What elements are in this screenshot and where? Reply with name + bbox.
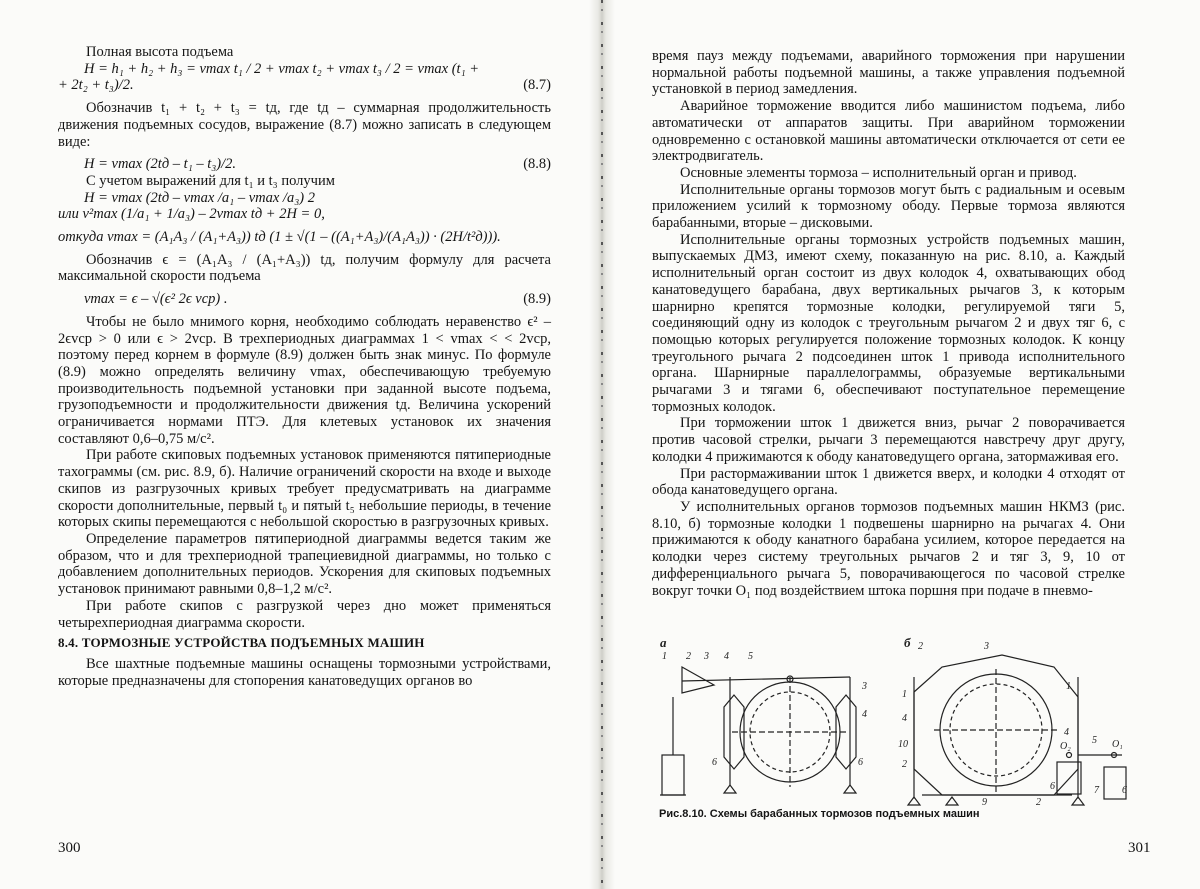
formula-h: H = vmax (2tд – vmax /a₁ – vmax /a₃) 2 bbox=[84, 190, 551, 207]
part-number: 2 bbox=[686, 651, 691, 662]
figure-label-b: б bbox=[904, 637, 911, 650]
formula-text: + 2t₂ + t₃)/2. bbox=[58, 77, 134, 93]
part-number: 2 bbox=[918, 641, 923, 652]
left-page bbox=[58, 44, 551, 689]
paragraph: У исполнительных органов тормозов подъемных машин НКМЗ (рис. 8.10, б) тормозные колодки 1 подвешены шарнирно на рычагах 4. Они прижимаются к ободу канатного барабана усилием, которое передается на колодки через систему треугольных рычагов 2 и тяг 3, 9, 10 от дифференциального рычага 5, поворачивающегося по часовой стрелке вокруг точки O₁ под воздействием штока поршня при подаче в пневмо- bbox=[652, 499, 1125, 599]
part-number: 4 bbox=[1064, 727, 1069, 738]
equation-number: (8.9) bbox=[523, 291, 551, 308]
page-number-right: 301 bbox=[1128, 840, 1151, 857]
part-number: 5 bbox=[748, 651, 753, 662]
paragraph: При торможении шток 1 движется вниз, рычаг 2 поворачивается против часовой стрелки, рычаги 3 перемещаются навстречу друг другу, колодки 4 прижимаются к ободу канатоведущего органа, затормаживая его. bbox=[652, 415, 1125, 465]
paragraph: Полная высота подъема bbox=[58, 44, 551, 61]
paragraph: Определение параметров пятипериодной диаграммы ведется таким же образом, что и для трехпериодной трапециевидной диаграммы, но только с добавлением дополнительных периодов. Ускорения для скиповых подъемных установок принимают равными 0,8–1,2 м/с². bbox=[58, 531, 551, 598]
part-number: 7 bbox=[1094, 785, 1100, 796]
page-number-left: 300 bbox=[58, 840, 81, 857]
formula-8-9 bbox=[84, 291, 551, 308]
paragraph: При работе скиповых подъемных установок применяются пятипериодные тахограммы (см. рис. 8.9, б). Наличие ограничений скорости на входе и выходе скипов из разгрузочных кривых требует предусматривать на диаграмме скорости дополнительные, первый t₀ и пятый t₅ небольшие периоды, в течение которых скипы перемещаются с небольшой скоростью в разгрузочных кривых. bbox=[58, 447, 551, 531]
formula-8-8 bbox=[84, 156, 551, 173]
brake-schemes-figure bbox=[652, 637, 1130, 807]
paragraph: Все шахтные подъемные машины оснащены тормозными устройствами, которые предназначены для стопорения канатоведущих органов во bbox=[58, 656, 551, 689]
paragraph: Чтобы не было мнимого корня, необходимо соблюдать неравенство ϵ² – 2ϵvср > 0 или ϵ > 2vср. В трехпериодных диаграммах 1 < vmax < < 2vср, поэтому перед корнем в формуле (8.9) должен быть знак минус. По формуле (8.9) можно определять величину vmax, обеспечивающую требуемую производительность подъемной установки при заданной высоте подъема, грузоподъемности и продолжительности движения tд. Величина ускорений ограничивается нормами ПТЭ. Для клетевых установок их значения составляют 0,6–0,75 м/с². bbox=[58, 314, 551, 448]
part-number: 3 bbox=[861, 681, 867, 692]
part-number: 4 bbox=[902, 713, 907, 724]
formula-8-7-line2 bbox=[58, 77, 551, 94]
part-number: 6 bbox=[1050, 781, 1055, 792]
formula-text: vmax = ϵ – √(ϵ² 2ϵ vср) . bbox=[84, 291, 228, 307]
paragraph: С учетом выражений для t₁ и t₃ получим bbox=[58, 173, 551, 190]
part-number: 4 bbox=[862, 709, 867, 720]
part-number: 5 bbox=[1092, 735, 1097, 746]
point-o2-label: O₂ bbox=[1060, 741, 1071, 752]
part-number: 3 bbox=[703, 651, 709, 662]
point-o1-label: O₁ bbox=[1112, 739, 1123, 750]
equation-number: (8.7) bbox=[523, 77, 551, 94]
part-number: 1 bbox=[1066, 681, 1071, 692]
part-number: 1 bbox=[902, 689, 907, 700]
part-number: 9 bbox=[982, 797, 987, 807]
paragraph: Обозначив t₁ + t₂ + t₃ = tд, где tд – суммарная продолжительность движения подъемных сосудов, выражение (8.7) можно записать в следующем виде: bbox=[58, 100, 551, 150]
paragraph: Аварийное торможение вводится либо машинистом подъема, либо автоматически от аппаратов защиты. При аварийном торможении одновременно с остановкой машины автоматически отключается от сети ее электродвигатель. bbox=[652, 98, 1125, 165]
paragraph: Исполнительные органы тормозов могут быть с радиальным и осевым приложением усилий к тормозному ободу. Первые тормоза являются барабанными, вторые – дисковыми. bbox=[652, 182, 1125, 232]
part-number: 2 bbox=[902, 759, 907, 770]
part-number: 3 bbox=[983, 641, 989, 652]
paragraph: время пауз между подъемами, аварийного торможения при нарушении нормальной работы подъемной машины, а также управления подъемной установкой в период замедления. bbox=[652, 48, 1125, 98]
formula-quadratic: или v²max (1/a₁ + 1/a₃) – 2vmax tд + 2H = 0, bbox=[58, 206, 551, 223]
part-number: 6 bbox=[858, 757, 863, 768]
part-number: 6 bbox=[712, 757, 717, 768]
right-page bbox=[652, 48, 1125, 599]
section-heading: 8.4. ТОРМОЗНЫЕ УСТРОЙСТВА ПОДЪЕМНЫХ МАШИН bbox=[58, 635, 551, 652]
equation-number: (8.8) bbox=[523, 156, 551, 173]
figure-caption: Рис.8.10. Схемы барабанных тормозов подъемных машин bbox=[659, 808, 980, 820]
figure-label-a: а bbox=[660, 637, 667, 650]
part-number: 1 bbox=[662, 651, 667, 662]
book-spine bbox=[589, 0, 615, 889]
paragraph: Обозначив ϵ = (A₁A₃ / (A₁+A₃)) tд, получим формулу для расчета максимальной скорости подъема bbox=[58, 252, 551, 285]
paragraph: Основные элементы тормоза – исполнительный орган и привод. bbox=[652, 165, 1125, 182]
part-number: 10 bbox=[898, 739, 908, 750]
paragraph: При работе скипов с разгрузкой через дно может применяться четырехпериодная диаграмма скорости. bbox=[58, 598, 551, 631]
formula-vmax-root: откуда vmax = (A₁A₃ / (A₁+A₃)) tд (1 ± √(1 – ((A₁+A₃)/(A₁A₃)) · (2H/t²д))). bbox=[58, 229, 551, 246]
part-number: 2 bbox=[1036, 797, 1041, 807]
part-number: 6 bbox=[1122, 785, 1127, 796]
paragraph: При растормаживании шток 1 движется вверх, и колодки 4 отходят от обода канатоведущего органа. bbox=[652, 466, 1125, 499]
paragraph: Исполнительные органы тормозных устройств подъемных машин, выпускаемых ДМЗ, имеют схему, показанную на рис. 8.10, а. Каждый исполнительный орган состоит из двух колодок 4, охватывающих обод канатоведущего барабана, двух вертикальных рычагов 3, к которым шарнирно крепятся тормозные колодки, регулируемой тяги 5, соединяющий одну из колодок с треугольным рычагом 2 и двух тяг 6, с помощью которых регулируется положение тормозных колодок. К концу треугольного рычага 2 подсоединен шток 1 привода исполнительного органа. Шарнирные параллелограммы, образуемые вертикальными рычагами 3 и тягами 6, обеспечивают поступательное перемещение тормозных колодок. bbox=[652, 232, 1125, 416]
part-number: 4 bbox=[724, 651, 729, 662]
formula-8-7-line1: H = h₁ + h₂ + h₃ = vmax t₁ / 2 + vmax t₂ + vmax t₃ / 2 = vmax (t₁ + bbox=[84, 61, 551, 78]
formula-text: H = vmax (2tд – t₁ – t₃)/2. bbox=[84, 156, 236, 172]
